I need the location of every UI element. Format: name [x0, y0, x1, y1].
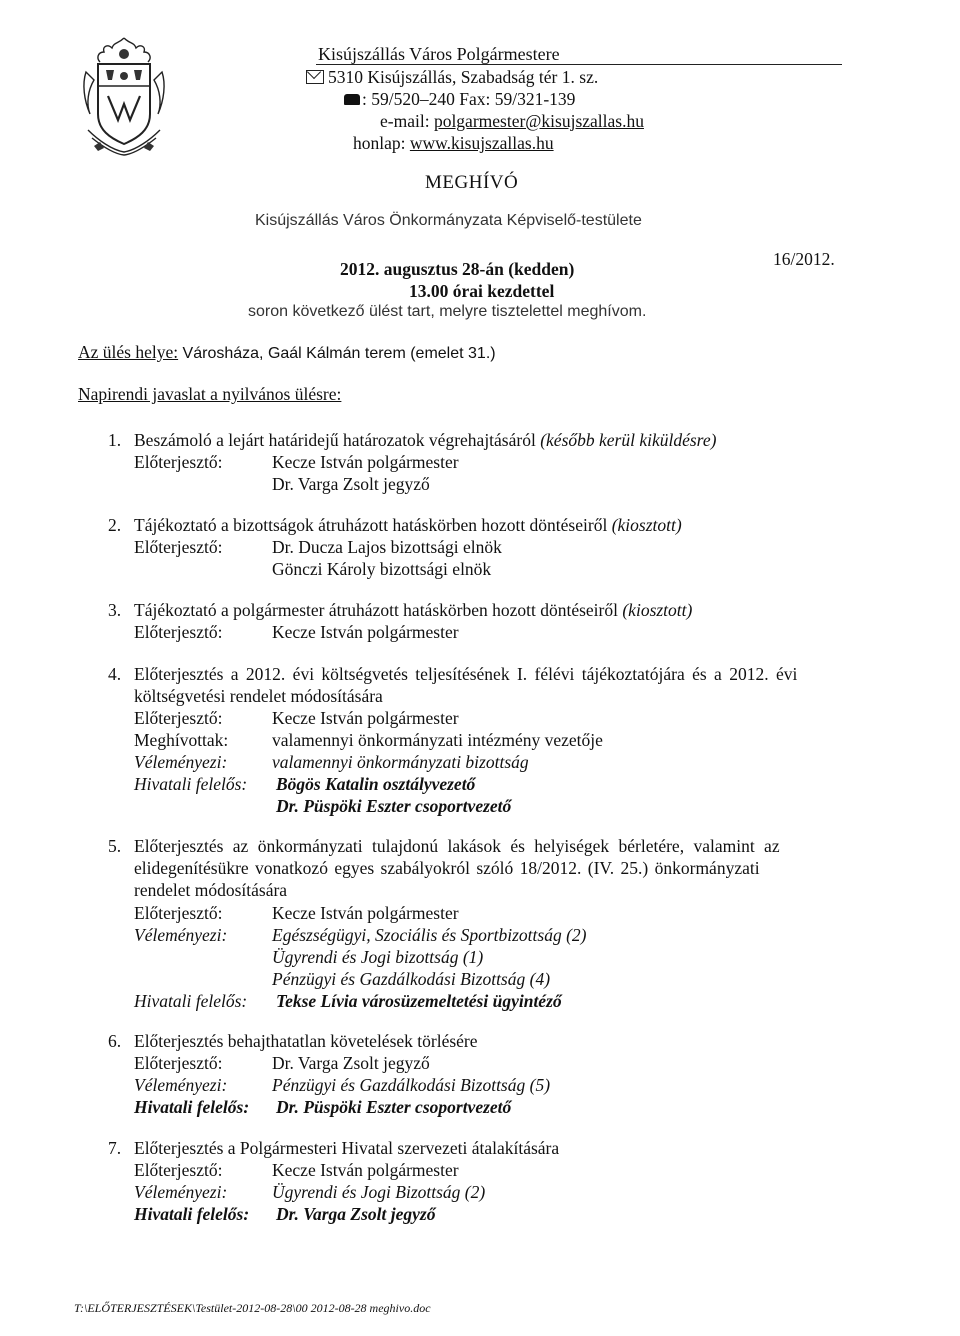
- coat-of-arms-icon: [78, 34, 170, 158]
- agenda-item-5-line1: Előterjesztés az önkormányzati tulajdonú lakások és helyiségek bérletére, valamint az: [134, 836, 780, 856]
- agenda-item-1: [108, 430, 716, 451]
- presenter-name: Kecze István polgármester: [272, 903, 459, 923]
- meeting-time: 13.00 órai kezdettel: [409, 281, 555, 301]
- agenda-item-7: [108, 1138, 559, 1159]
- agenda-item-6: [108, 1031, 478, 1052]
- presenter-name: Kecze István polgármester: [272, 622, 459, 642]
- meeting-date: 2012. augusztus 28-án (kedden): [340, 259, 575, 279]
- web-prefix: honlap:: [353, 133, 410, 153]
- doc-number: 16/2012.: [773, 249, 835, 269]
- opinion-label: Véleményezi:: [134, 1182, 228, 1202]
- responsible-label: Hivatali felelős:: [134, 1204, 250, 1224]
- item-text: Beszámoló a lejárt határidejű határozatok végrehajtásáról: [134, 430, 541, 450]
- opinion-value: Ügyrendi és Jogi bizottság (1): [272, 947, 484, 967]
- item-number: 3.: [108, 600, 122, 620]
- item-note: (kiosztott): [611, 515, 682, 535]
- agenda-item-4-line1: Előterjesztés a 2012. évi költségvetés teljesítésének I. félévi tájékoztatójára és a 2012. évi: [134, 664, 798, 684]
- venue-value: Városháza, Gaál Kálmán terem (emelet 31.): [178, 345, 496, 362]
- venue-line: [78, 342, 496, 363]
- responsible-label: Hivatali felelős:: [134, 991, 248, 1011]
- header-rule: [316, 64, 842, 65]
- item-number: 2.: [108, 515, 122, 535]
- opinion-value: Pénzügyi és Gazdálkodási Bizottság (5): [272, 1075, 551, 1095]
- presenter-name: Dr. Ducza Lajos bizottsági elnök: [272, 537, 502, 557]
- presenter-label: Előterjesztő:: [134, 622, 223, 642]
- intro-body: Kisújszállás Város Önkormányzata Képviselő-testülete: [255, 212, 642, 229]
- responsible-value: Dr. Varga Zsolt jegyző: [276, 1204, 436, 1224]
- presenter-name: Dr. Varga Zsolt jegyző: [272, 1053, 430, 1073]
- opinion-value: Egészségügyi, Szociális és Sportbizottság (2): [272, 925, 587, 945]
- presenter-name: Gönczi Károly bizottsági elnök: [272, 559, 492, 579]
- item-text: Tájékoztató a polgármester átruházott hatáskörben hozott döntéseiről: [134, 600, 623, 620]
- invited-label: Meghívottak:: [134, 730, 229, 750]
- opinion-label: Véleményezi:: [134, 1075, 228, 1095]
- presenter-name: Kecze István polgármester: [272, 452, 459, 472]
- org-name: Kisújszállás Város Polgármestere: [318, 44, 560, 64]
- agenda-item-4-number: 4.: [108, 664, 122, 684]
- phone-line: [344, 89, 575, 110]
- item-number: 7.: [108, 1138, 122, 1158]
- agenda-item-5-number: 5.: [108, 836, 122, 856]
- presenter-name: Kecze István polgármester: [272, 708, 459, 728]
- opinion-value: valamennyi önkormányzati bizottság: [272, 752, 529, 772]
- web-line: [353, 133, 554, 154]
- web-link[interactable]: www.kisujszallas.hu: [409, 133, 554, 153]
- presenter-label: Előterjesztő:: [134, 903, 223, 923]
- item-text: Tájékoztató a bizottságok átruházott hatáskörben hozott döntéseiről: [134, 515, 612, 535]
- venue-label: Az ülés helye:: [78, 342, 179, 362]
- item-text: Előterjesztés behajthatatlan követelések törlésére: [134, 1031, 478, 1051]
- agenda-item-3: [108, 600, 692, 621]
- footer-file-path: T:\ELŐTERJESZTÉSEK\Testület-2012-08-28\00 2012-08-28 meghivo.doc: [74, 1301, 431, 1315]
- responsible-value: Bögös Katalin osztályvezető: [276, 774, 476, 794]
- agenda-title: Napirendi javaslat a nyilvános ülésre:: [78, 384, 342, 404]
- email-prefix: e-mail:: [380, 111, 434, 131]
- email-link[interactable]: polgarmester@kisujszallas.hu: [433, 111, 644, 131]
- email-line: [380, 111, 644, 132]
- item-note: (később kerül kiküldésre): [540, 430, 717, 450]
- presenter-name: Kecze István polgármester: [272, 1160, 459, 1180]
- item-note: (kiosztott): [622, 600, 693, 620]
- responsible-label: Hivatali felelős:: [134, 1097, 250, 1117]
- item-text: Előterjesztés a Polgármesteri Hivatal szervezeti átalakítására: [134, 1138, 560, 1158]
- opinion-label: Véleményezi:: [134, 752, 228, 772]
- presenter-label: Előterjesztő:: [134, 452, 223, 472]
- presenter-label: Előterjesztő:: [134, 1160, 223, 1180]
- presenter-name: Dr. Varga Zsolt jegyző: [272, 474, 430, 494]
- agenda-item-5-line3: rendelet módosítására: [134, 880, 288, 900]
- address: 5310 Kisújszállás, Szabadság tér 1. sz.: [328, 67, 599, 87]
- responsible-label: Hivatali felelős:: [134, 774, 248, 794]
- agenda-item-2: [108, 515, 682, 536]
- envelope-icon: [306, 70, 324, 84]
- address-line: [306, 67, 598, 88]
- opinion-label: Véleményezi:: [134, 925, 228, 945]
- opinion-value: Pénzügyi és Gazdálkodási Bizottság (4): [272, 969, 551, 989]
- responsible-value: Dr. Püspöki Eszter csoportvezető: [276, 796, 512, 816]
- page-title: MEGHÍVÓ: [425, 172, 519, 193]
- agenda-item-4-line2: költségvetési rendelet módosítására: [134, 686, 383, 706]
- responsible-value: Dr. Püspöki Eszter csoportvezető: [276, 1097, 512, 1117]
- agenda-item-5-line2: elidegenítésükre vonatkozó egyes szabályokról szóló 18/2012. (IV. 25.) önkormányzati: [134, 858, 760, 878]
- intro-text: soron következő ülést tart, melyre tisztelettel meghívom.: [248, 303, 647, 320]
- item-number: 1.: [108, 430, 122, 450]
- presenter-label: Előterjesztő:: [134, 537, 223, 557]
- invited-value: valamennyi önkormányzati intézmény vezetője: [272, 730, 603, 750]
- opinion-value: Ügyrendi és Jogi Bizottság (2): [272, 1182, 486, 1202]
- phone-fax: : 59/520–240 Fax: 59/321-139: [362, 89, 576, 109]
- presenter-label: Előterjesztő:: [134, 708, 223, 728]
- responsible-value: Tekse Lívia városüzemeltetési ügyintéző: [276, 991, 562, 1011]
- phone-icon: [344, 94, 360, 105]
- item-number: 6.: [108, 1031, 122, 1051]
- presenter-label: Előterjesztő:: [134, 1053, 223, 1073]
